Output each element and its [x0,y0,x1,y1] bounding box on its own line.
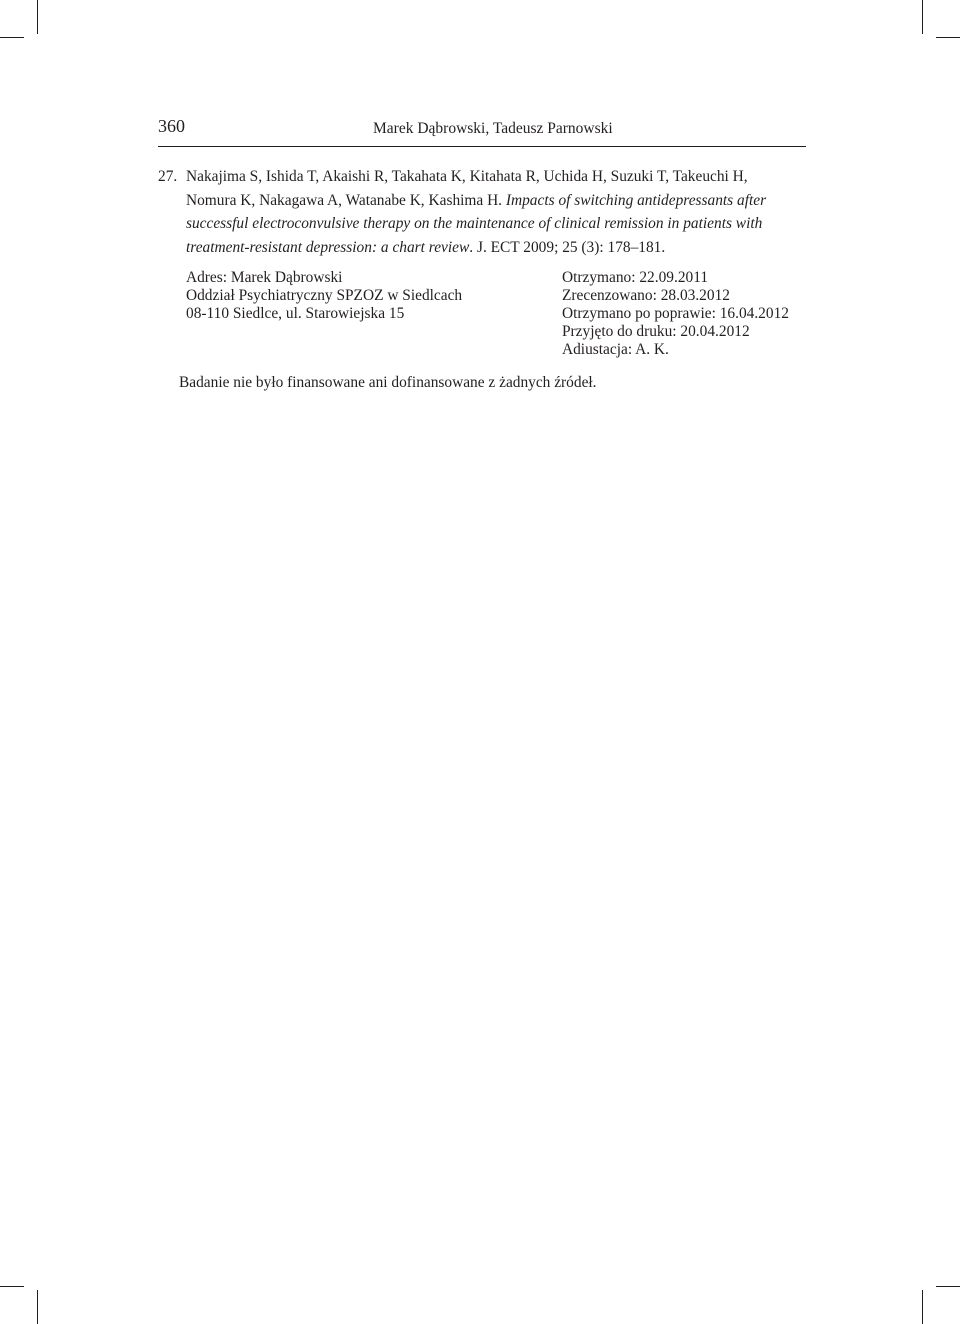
reference-authors-line: Nakajima S, Ishida T, Akaishi R, Takahata K, Kitahata R, Uchida H, Suzuki T, Takeuchi H, [186,168,748,185]
editorial-dates [562,269,789,359]
funding-note: Badanie nie było finansowane ani dofinansowane z żadnych źródeł. [179,374,597,391]
crop-mark-top-right [936,37,960,38]
crop-mark-bottom-left [0,1286,24,1287]
crop-mark-top-left [37,0,38,34]
reference-citation: . J. ECT 2009; 25 (3): 178–181. [469,238,666,256]
copy-editor: Adiustacja: A. K. [562,341,669,358]
date-accepted: Przyjęto do druku: 20.04.2012 [562,323,750,340]
reference-line [186,189,818,213]
crop-mark-top-right [922,0,923,34]
reference-authors-end: Nomura K, Nakagawa A, Watanabe K, Kashima H. [186,191,506,209]
date-reviewed: Zrecenzowano: 28.03.2012 [562,287,730,304]
address-line: Adres: Marek Dąbrowski [186,269,343,286]
crop-mark-bottom-right [922,1290,923,1324]
reference-title-line: successful electroconvulsive therapy on the maintenance of clinical remission in patients with [186,215,763,232]
page-number: 360 [158,116,185,136]
reference-title: Impacts of switching antidepressants after [505,191,767,209]
address-line: Oddział Psychiatryczny SPZOZ w Siedlcach [186,287,463,304]
crop-mark-bottom-right [936,1286,960,1287]
reference-entry [158,165,818,259]
crop-mark-bottom-left [37,1290,38,1324]
crop-mark-top-left [0,37,24,38]
page-header [158,116,632,146]
reference-body [186,165,818,259]
reference-title-end: treatment-resistant depression: a chart review [186,238,470,256]
running-head: Marek Dąbrowski, Tadeusz Parnowski [373,120,613,137]
address-line: 08-110 Siedlce, ul. Starowiejska 15 [186,305,405,322]
reference-line [186,236,818,260]
correspondence-address [186,269,462,323]
date-received: Otrzymano: 22.09.2011 [562,269,709,286]
reference-number: 27. [158,168,178,185]
date-revised: Otrzymano po poprawie: 16.04.2012 [562,305,789,322]
header-rule [158,146,806,147]
